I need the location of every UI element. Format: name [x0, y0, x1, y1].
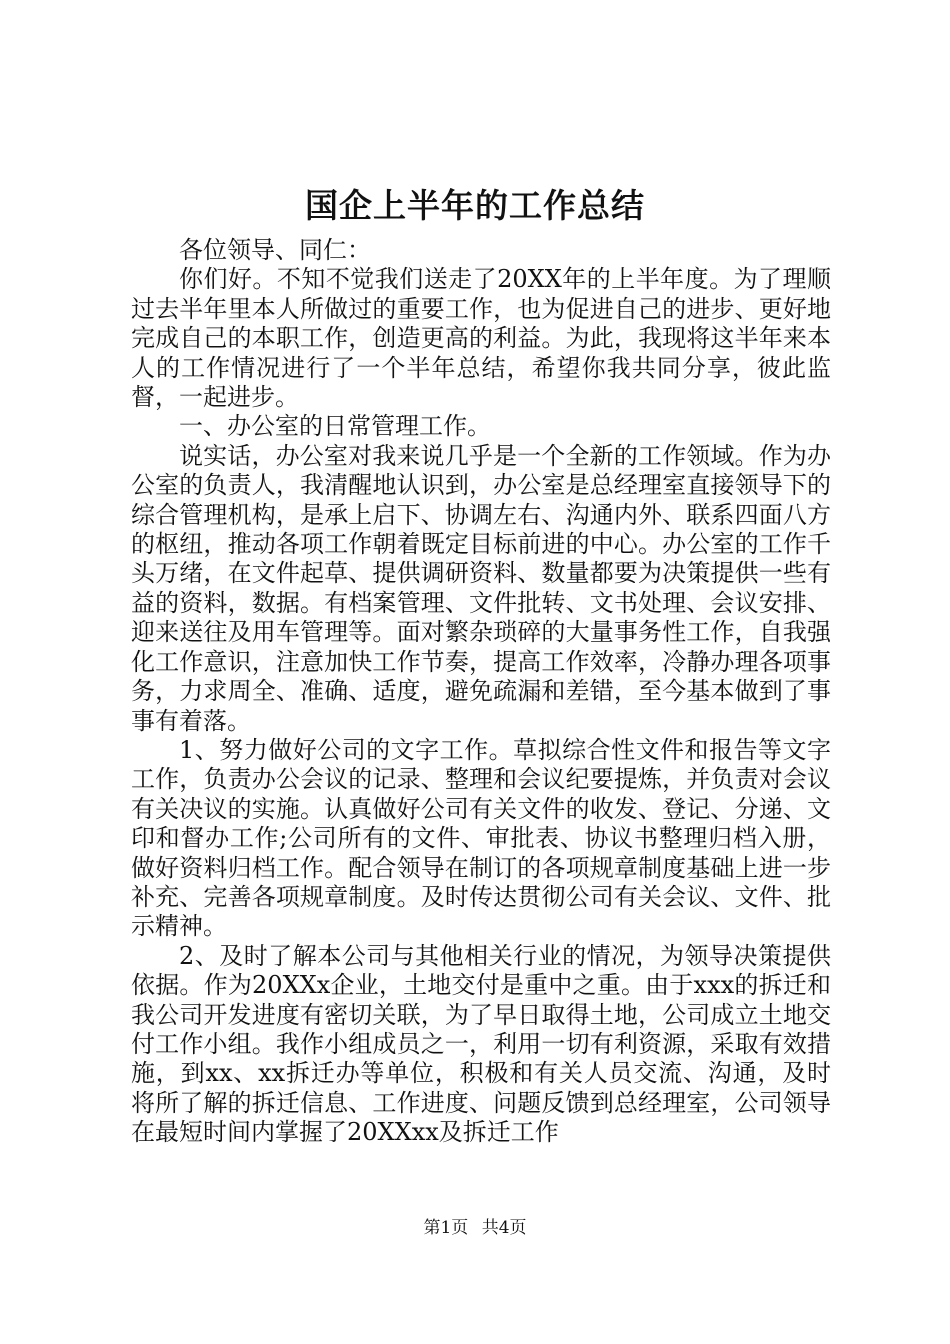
document-title: 国企上半年的工作总结	[305, 186, 645, 225]
office-role-paragraph: 说实话，办公室对我来说几乎是一个全新的工作领域。作为办公室的负责人，我清醒地认识到，办公室是总经理室直接领导下的综合管理机构，是承上启下、协调左右、沟通内外、联系四面八方的枢纽，推动各项工作朝着既定目标前进的中心。办公室的工作千头万绪，在文件起草、提供调研资料、数量都要为决策提供一些有益的资料，数据。有档案管理、文件批转、文书处理、会议安排、迎来送往及用车管理等。面对繁杂琐碎的大量事务性工作，自我强化工作意识，注意加快工作节奏，提高工作效率，冷静办理各项事务，力求周全、准确、适度，避免疏漏和差错，至今基本做到了事事有着落。	[131, 441, 831, 735]
page-footer	[0, 1216, 950, 1240]
industry-research-paragraph: 2、及时了解本公司与其他相关行业的情况，为领导决策提供依据。作为20XXx企业，土地交付是重中之重。由于xxx的拆迁和我公司开发进度有密切关联，为了早日取得土地，公司成立土地交付工作小组。我作小组成员之一，利用一切有利资源，采取有效措施，到xx、xx拆迁办等单位，积极和有关人员交流、沟通，及时将所了解的拆迁信息、工作进度、问题反馈到总经理室，公司领导在最短时间内掌握了20XXxx及拆迁工作	[131, 941, 831, 1147]
total-pages: 共4页	[481, 1218, 527, 1238]
intro-paragraph: 你们好。不知不觉我们送走了20XX年的上半年度。为了理顺过去半年里本人所做过的重要工作，也为促进自己的进步、更好地完成自己的本职工作，创造更高的利益。为此，我现将这半年来本人的工作情况进行了一个半年总结，希望你我共同分享，彼此监督，一起进步。	[131, 265, 831, 412]
writing-work-paragraph: 1、努力做好公司的文字工作。草拟综合性文件和报告等文字工作，负责办公会议的记录、整理和会议纪要提炼，并负责对会议有关决议的实施。认真做好公司有关文件的收发、登记、分递、文印和督办工作;公司所有的文件、审批表、协议书整理归档入册，做好资料归档工作。配合领导在制订的各项规章制度基础上进一步补充、完善各项规章制度。及时传达贯彻公司有关会议、文件、批示精神。	[131, 735, 831, 941]
document-body	[131, 236, 831, 1148]
section-heading-office-management: 一、办公室的日常管理工作。	[179, 412, 491, 441]
page-number: 第1页	[423, 1218, 469, 1238]
salutation-paragraph: 各位领导、同仁：	[179, 236, 371, 264]
